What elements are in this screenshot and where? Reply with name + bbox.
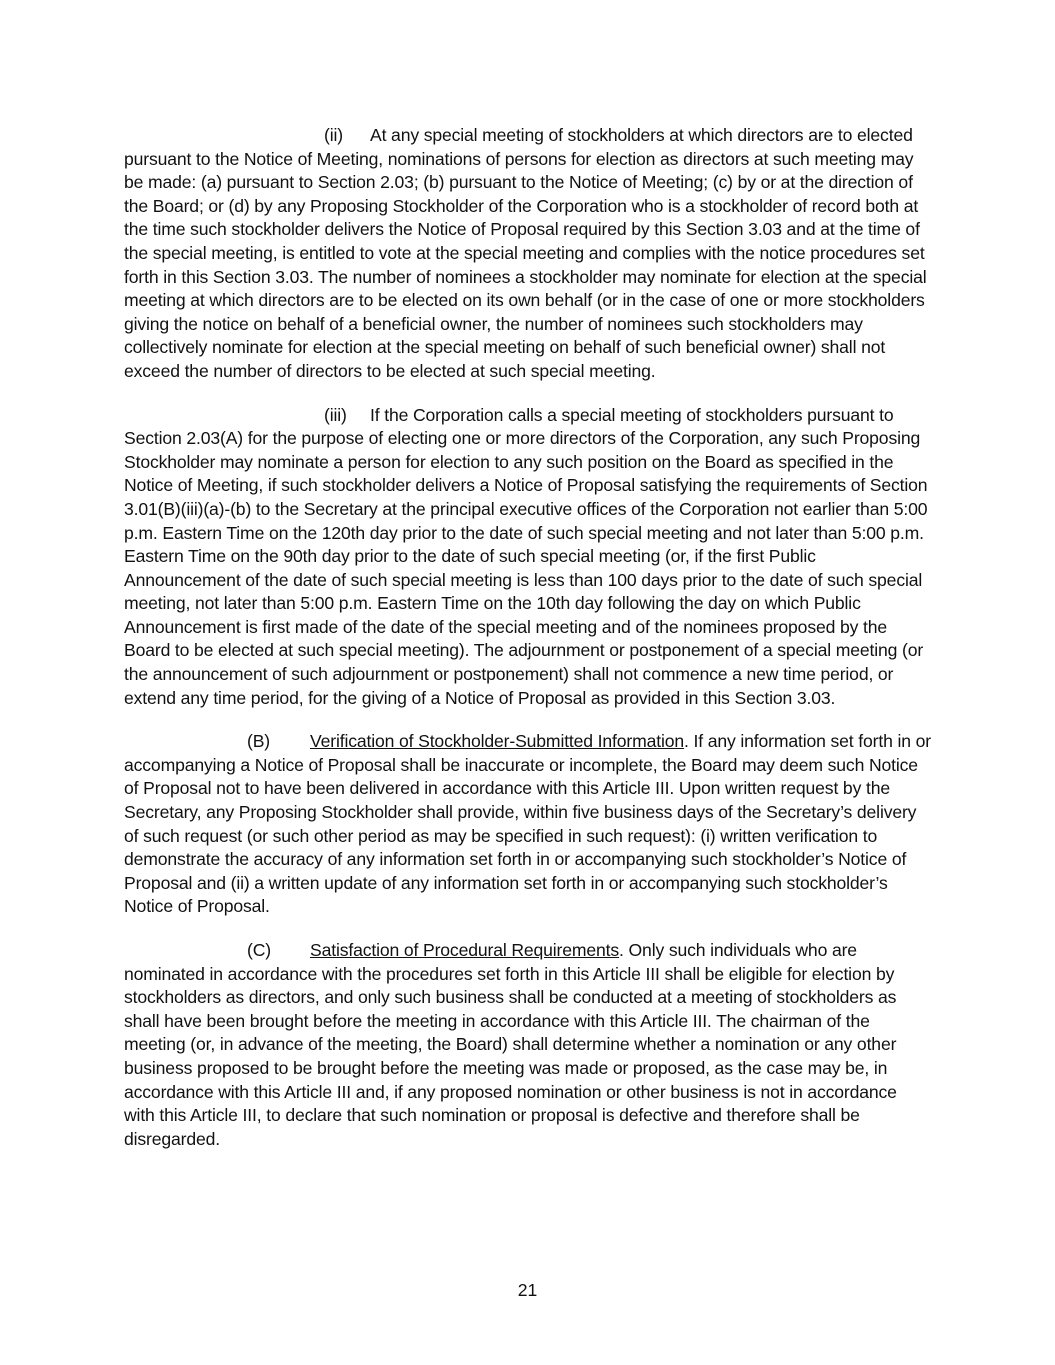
paragraph-ii bbox=[124, 124, 932, 384]
paragraph-marker: (C) bbox=[247, 940, 271, 960]
section-heading: Satisfaction of Procedural Requirements bbox=[310, 940, 620, 960]
document-page bbox=[124, 124, 932, 1171]
paragraph-marker: (ii) bbox=[324, 125, 343, 145]
paragraph-text: At any special meeting of stockholders at which directors are to elected pursuant to the Notice of Meeting, nominations of persons for election as directors at such meeting may be made: (a) pursuant to Section 2.03; (b) pursuant to the Notice of Meeting; (c) by or at the direction of the Board; or (d) by any Proposing Stockholder of the Corporation who is a stockholder of record both at the time such stockholder delivers the Notice of Proposal required by this Section 3.03 and at the time of the special meeting, is entitled to vote at the special meeting and complies with the notice procedures set forth in this Section 3.03. The number of nominees a stockholder may nominate for election at the special meeting at which directors are to be elected on its own behalf (or in the case of one or more stockholders giving the notice on behalf of a beneficial owner, the number of nominees such stockholders may collectively nominate for election at the special meeting on behalf of such beneficial owner) shall not exceed the number of directors to be elected at such special meeting. bbox=[124, 125, 927, 381]
paragraph-marker: (B) bbox=[247, 731, 271, 752]
paragraph-iii bbox=[124, 404, 932, 711]
page-number: 21 bbox=[517, 1280, 538, 1300]
section-heading: Verification of Stockholder-Submitted Information bbox=[310, 731, 685, 752]
paragraph-text: If the Corporation calls a special meeting of stockholders pursuant to Section 2.03(A) for the purpose of electing one or more directors of the Corporation, any such Proposing Stockholder may nominate a person for election to any such position on the Board as specified in the Notice of Meeting, if such stockholder delivers a Notice of Proposal satisfying the requirements of Section 3.01(B)(iii)(a)-(b) to the Secretary at the principal executive offices of the Corporation not earlier than 5:00 p.m. Eastern Time on the 120th day prior to the date of such special meeting and not later than 5:00 p.m. Eastern Time on the 90th day prior to the date of such special meeting (or, if the first Public Announcement of the date of such special meeting is less than 100 days prior to the date of such special meeting, not later than 5:00 p.m. Eastern Time on the 10th day following the day on which Public Announcement is first made of the date of the special meeting and of the nominees proposed by the Board to be elected at such special meeting). The adjournment or postponement of a special meeting (or the announcement of such adjournment or postponement) shall not commence a new time period, or extend any time period, for the giving of a Notice of Proposal as provided in this Section 3.03. bbox=[124, 404, 928, 708]
paragraph-text: . Only such individuals who are nominated in accordance with the procedures set forth in this Article III shall be eligible for election by stockholders as directors, and only such business shall be conducted at a meeting of stockholders as shall have been brought before the meeting in accordance with this Article III. The chairman of the meeting (or, in advance of the meeting, the Board) shall determine whether a nomination or any other business proposed to be brought before the meeting was made or proposed, as the case may be, in accordance with this Article III and, if any proposed nomination or other business is not in accordance with this Article III, to declare that such nomination or proposal is defective and therefore shall be disregarded. bbox=[124, 940, 897, 1149]
paragraph-marker: (iii) bbox=[324, 404, 347, 425]
paragraph-c bbox=[124, 939, 932, 1151]
paragraph-b bbox=[124, 730, 932, 919]
paragraph-text: . If any information set forth in or accompanying a Notice of Proposal shall be inaccurate or incomplete, the Board may deem such Notice of Proposal not to have been delivered in accordance with this Article III. Upon written request by the Secretary, any Proposing Stockholder shall provide, within five business days of the Secretary’s delivery of such request (or such other period as may be specified in such request): (i) written verification to demonstrate the accuracy of any information set forth in or accompanying such stockholder’s Notice of Proposal and (ii) a written update of any information set forth in or accompanying such stockholder’s Notice of Proposal. bbox=[124, 731, 931, 917]
